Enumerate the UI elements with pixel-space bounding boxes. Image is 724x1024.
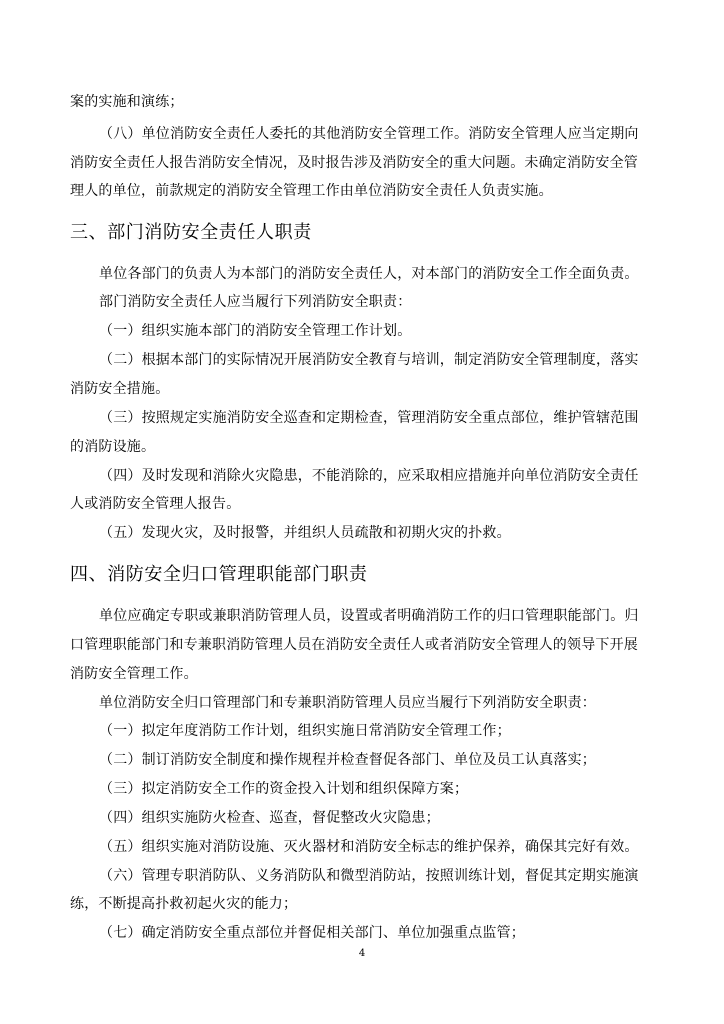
paragraph-line: （四）组织实施防火检查、巡查，督促整改火灾隐患；	[99, 810, 440, 826]
paragraph-line: （八）单位消防安全责任人委托的其他消防安全管理工作。消防安全管理人应当定期向	[99, 126, 639, 142]
paragraph-line: （五）组织实施对消防设施、灭火器材和消防安全标志的维护保养，确保其完好有效。	[99, 839, 639, 855]
paragraph-line: 理人的单位，前款规定的消防安全管理工作由单位消防安全责任人负责实施。	[70, 183, 553, 199]
paragraph-line: （二）根据本部门的实际情况开展消防安全教育与培训，制定消防安全管理制度，落实	[99, 352, 639, 368]
paragraph-line: 单位各部门的负责人为本部门的消防安全责任人，对本部门的消防安全工作全面负责。	[99, 266, 639, 282]
page-number: 4	[358, 948, 366, 959]
paragraph-line: （一）组织实施本部门的消防安全管理工作计划。	[99, 323, 412, 339]
paragraph-line: （七）确定消防安全重点部位并督促相关部门、单位加强重点监管；	[99, 925, 525, 941]
paragraph-line: 消防安全措施。	[70, 381, 170, 397]
section-heading: 四、消防安全归口管理职能部门职责	[70, 564, 368, 585]
paragraph-line: 口管理职能部门和专兼职消防管理人员在消防安全责任人或者消防安全管理人的领导下开展	[70, 637, 638, 653]
paragraph-line: 消防安全责任人报告消防安全情况，及时报告涉及消防安全的重大问题。未确定消防安全管	[70, 155, 638, 171]
paragraph-line: 单位应确定专职或兼职消防管理人员，设置或者明确消防工作的归口管理职能部门。归	[99, 608, 639, 624]
paragraph-line: 的消防设施。	[70, 439, 156, 455]
paragraph-line: 人或消防安全管理人报告。	[70, 496, 241, 512]
section-heading: 三、部门消防安全责任人职责	[70, 222, 312, 243]
paragraph-line: （三）按照规定实施消防安全巡查和定期检查，管理消防安全重点部位，维护管辖范围	[99, 410, 639, 426]
paragraph-line: （六）管理专职消防队、义务消防队和微型消防站，按照训练计划，督促其定期实施演	[99, 868, 639, 884]
paragraph-line: （四）及时发现和消除火灾隐患，不能消除的，应采取相应措施并向单位消防安全责任	[99, 468, 639, 484]
paragraph-line: （五）发现火灾，及时报警，并组织人员疏散和初期火灾的扑救。	[99, 525, 511, 541]
paragraph-line: （三）拟定消防安全工作的资金投入计划和组织保障方案；	[99, 781, 469, 797]
paragraph-line: 消防安全管理工作。	[70, 666, 198, 682]
paragraph-line: 练，不断提高扑救初起火灾的能力；	[70, 896, 298, 912]
paragraph-line: （一）拟定年度消防工作计划，组织实施日常消防安全管理工作；	[99, 723, 511, 739]
paragraph-line: 案的实施和演练；	[70, 94, 184, 110]
paragraph-line: 单位消防安全归口管理部门和专兼职消防管理人员应当履行下列消防安全职责：	[99, 695, 596, 711]
paragraph-line: 部门消防安全责任人应当履行下列消防安全职责：	[99, 294, 412, 310]
paragraph-line: （二）制订消防安全制度和操作规程并检查督促各部门、单位及员工认真落实；	[99, 752, 596, 768]
